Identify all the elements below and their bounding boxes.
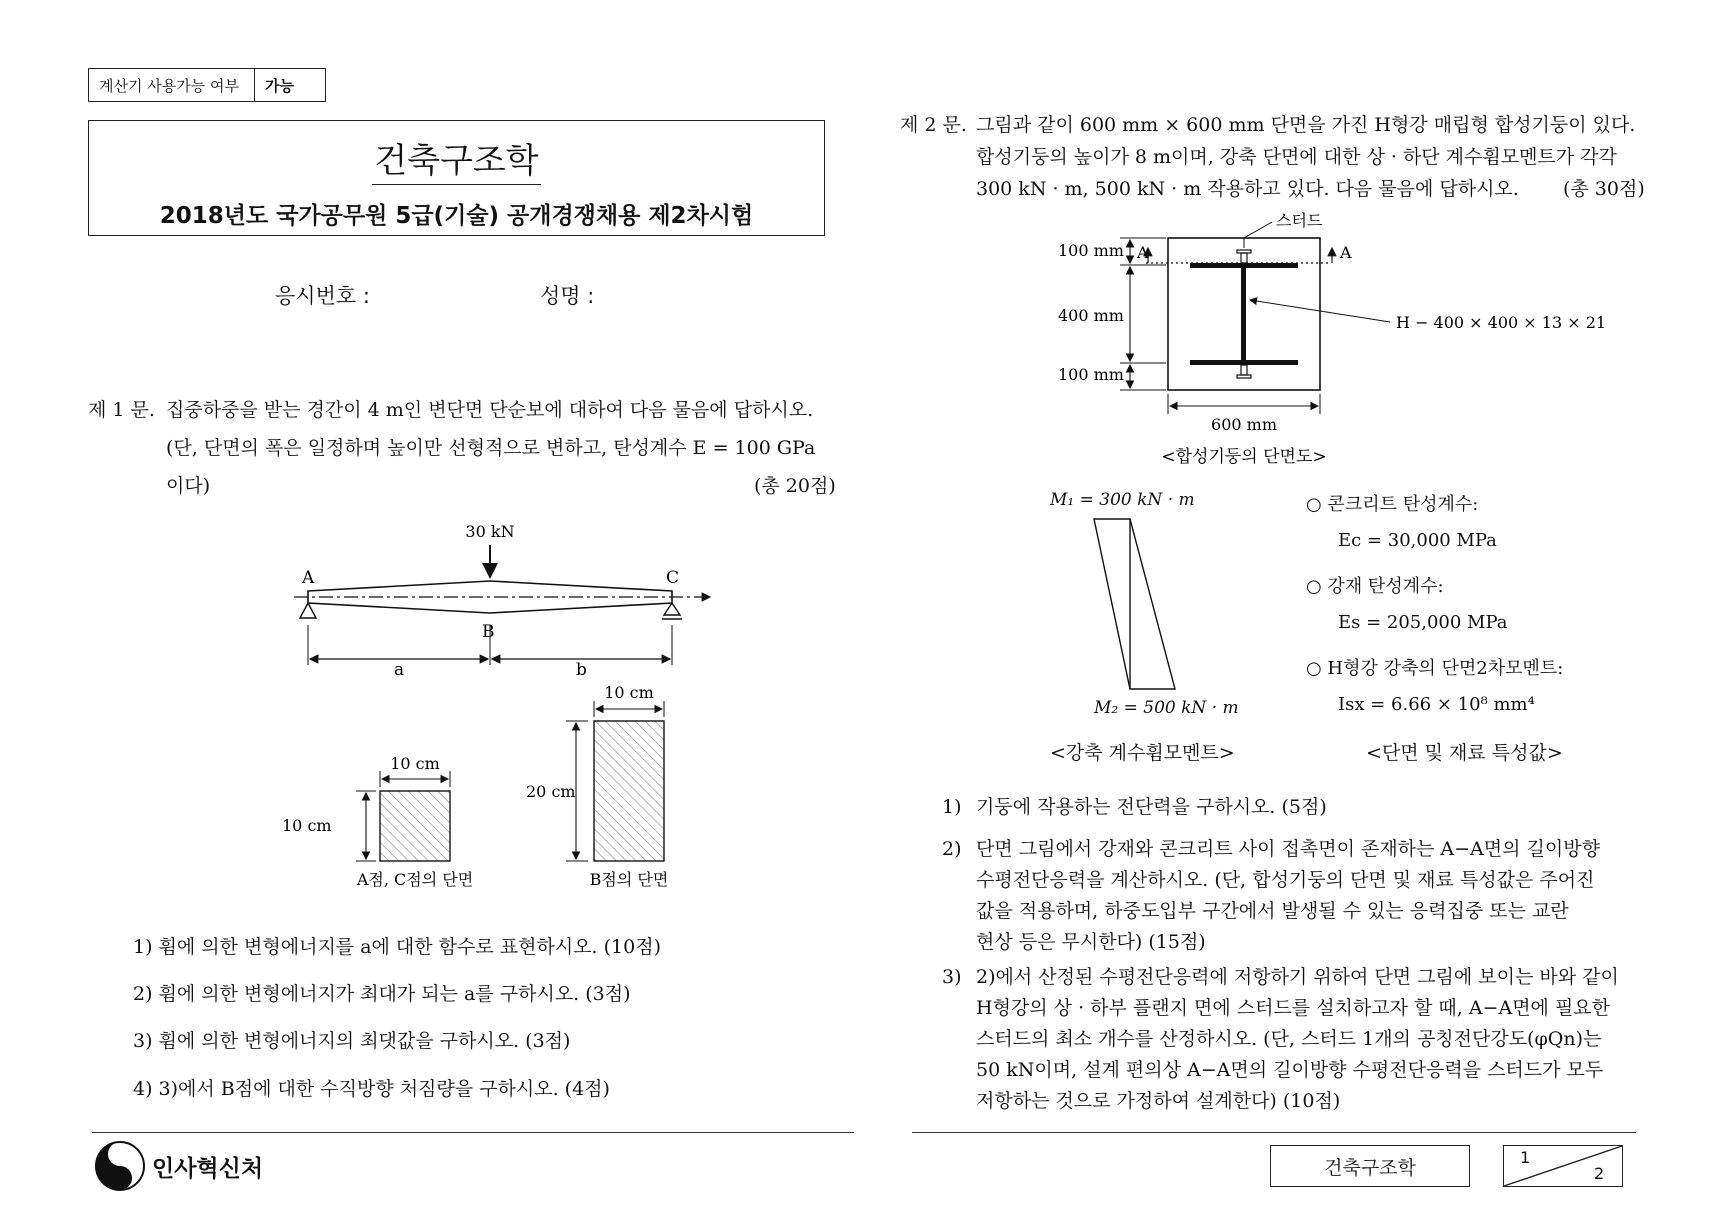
q2-prefix: 제 2 문. bbox=[900, 114, 967, 136]
props-caption: <단면 및 재료 특성값> bbox=[1366, 742, 1563, 764]
calculator-label: 계산기 사용가능 여부 bbox=[89, 69, 255, 101]
exam-number-label: 응시번호 : bbox=[275, 284, 370, 308]
page-total: 2 bbox=[1594, 1164, 1605, 1183]
pin-support-A bbox=[300, 603, 316, 618]
q2-line1: 그림과 같이 600 mm × 600 mm 단면을 가진 H형강 매립형 합성기둥이 있다. bbox=[976, 114, 1636, 136]
q2-item-3-line5: 저항하는 것으로 가정하여 설계한다) (10점) bbox=[976, 1090, 1341, 1112]
bottom-flange bbox=[1190, 360, 1298, 365]
dim-mid: 400 mm bbox=[1058, 306, 1124, 325]
section-caption: <합성기둥의 단면도> bbox=[1161, 447, 1327, 467]
moment-caption: <강축 계수휨모멘트> bbox=[1050, 742, 1235, 764]
q1-item-4: 4) 3)에서 B점에 대한 수직방향 처짐량을 구하시오. (4점) bbox=[133, 1078, 610, 1100]
q1-beam-figure bbox=[280, 515, 730, 905]
stud-top bbox=[1241, 253, 1247, 263]
prop-inertia-label: ○ H형강 강축의 단면2차모멘트: bbox=[1306, 658, 1564, 679]
prop-concrete-value: Ec = 30,000 MPa bbox=[1338, 530, 1497, 551]
q2-section-figure bbox=[1050, 208, 1607, 473]
section-AC-height: 10 cm bbox=[282, 816, 332, 835]
q2-item-1-num: 1) bbox=[942, 796, 962, 818]
web bbox=[1241, 268, 1246, 360]
q2-item-1-text: 기둥에 작용하는 전단력을 구하시오. (5점) bbox=[976, 796, 1327, 818]
stud-bottom bbox=[1241, 365, 1247, 375]
dim-top: 100 mm bbox=[1058, 241, 1124, 260]
dim-bottom: 100 mm bbox=[1058, 365, 1124, 384]
stud-label: 스터드 bbox=[1276, 211, 1323, 230]
h-section-label: H − 400 × 400 × 13 × 21 bbox=[1396, 313, 1607, 332]
q1-points: (총 20점) bbox=[754, 475, 836, 497]
q1-prefix: 제 1 문. bbox=[88, 399, 155, 421]
exam-title: 2018년도 국가공무원 5급(기술) 공개경쟁채용 제2차시험 bbox=[159, 203, 754, 229]
moment-diagram bbox=[1080, 515, 1200, 695]
q1-line1: 집중하중을 받는 경간이 4 m인 변단면 단순보에 대하여 다음 물음에 답하시오. bbox=[166, 399, 814, 421]
q1-line3: 이다) bbox=[166, 475, 211, 497]
moment-m1: M₁ = 300 kN · m bbox=[1050, 490, 1195, 510]
moment-m2: M₂ = 500 kN · m bbox=[1094, 698, 1239, 718]
dim-a-label: a bbox=[394, 660, 405, 680]
section-B-width: 10 cm bbox=[604, 683, 654, 702]
load-label: 30 kN bbox=[465, 522, 515, 541]
q2-item-3-line4: 50 kN이며, 설계 편의상 A−A면의 길이방향 수평전단응력을 스터드가 모두 bbox=[976, 1059, 1604, 1081]
footer-subject: 건축구조학 bbox=[1324, 1156, 1416, 1179]
calculator-value: 가능 bbox=[265, 76, 294, 95]
section-AC-width: 10 cm bbox=[390, 754, 440, 773]
subject-title: 건축구조학 bbox=[372, 133, 540, 185]
name-label: 성명 : bbox=[540, 284, 595, 308]
q2-points: (총 30점) bbox=[1563, 178, 1645, 200]
plane-A-right: A bbox=[1340, 243, 1352, 262]
page-number-box bbox=[1503, 1145, 1623, 1187]
section-B bbox=[594, 721, 664, 861]
q1-item-2: 2) 휨에 의한 변형에너지가 최대가 되는 a를 구하시오. (3점) bbox=[133, 983, 631, 1005]
point-A-label: A bbox=[302, 568, 315, 588]
q2-line3: 300 kN · m, 500 kN · m 작용하고 있다. 다음 물음에 답하시오. bbox=[976, 178, 1519, 200]
q2-line2: 합성기둥의 높이가 8 m이며, 강축 단면에 대한 상 · 하단 계수휨모멘트가 각각 bbox=[976, 146, 1617, 168]
title-box bbox=[88, 120, 825, 236]
q1-line2: (단, 단면의 폭은 일정하며 높이만 선형적으로 변하고, 탄성계수 E = 100 GPa bbox=[166, 437, 816, 459]
q2-item-3-num: 3) bbox=[942, 966, 962, 988]
footer-rule-left bbox=[92, 1132, 854, 1133]
dim-width: 600 mm bbox=[1211, 415, 1277, 434]
q2-item-3 bbox=[942, 962, 1619, 1117]
section-AC-caption: A점, C점의 단면 bbox=[356, 870, 474, 889]
q2-item-2-line4: 현상 등은 무시한다) (15점) bbox=[976, 931, 1206, 953]
footer-rule-right bbox=[912, 1132, 1636, 1133]
prop-steel-value: Es = 205,000 MPa bbox=[1338, 612, 1508, 633]
q2-item-2-line1: 단면 그림에서 강재와 콘크리트 사이 접촉면이 존재하는 A−A면의 길이방향 bbox=[976, 838, 1600, 860]
page-current: 1 bbox=[1520, 1148, 1531, 1167]
section-B-caption: B점의 단면 bbox=[589, 870, 669, 889]
plane-A-left: A bbox=[1137, 243, 1149, 262]
q2-item-3-line2: H형강의 상 · 하부 플랜지 면에 스터드를 설치하고자 할 때, A−A면에 필요한 bbox=[976, 997, 1611, 1019]
calculator-usage-box bbox=[88, 68, 326, 102]
section-AC bbox=[380, 791, 450, 861]
top-flange bbox=[1190, 263, 1298, 268]
q1-item-3: 3) 휨에 의한 변형에너지의 최댓값을 구하시오. (3점) bbox=[133, 1030, 571, 1052]
prop-concrete-label: ○ 콘크리트 탄성계수: bbox=[1306, 494, 1479, 515]
prop-inertia-value: Isx = 6.66 × 10⁸ mm⁴ bbox=[1338, 694, 1535, 715]
point-C-label: C bbox=[666, 568, 680, 588]
org-logo-icon bbox=[94, 1140, 146, 1192]
point-B-label: B bbox=[482, 622, 495, 642]
q2-item-2 bbox=[942, 834, 1600, 958]
prop-steel-label: ○ 강재 탄성계수: bbox=[1306, 576, 1444, 597]
roller-support-C bbox=[664, 603, 680, 615]
dim-b-label: b bbox=[576, 660, 587, 680]
q2-item-2-line2: 수평전단응력을 계산하시오. (단, 합성기둥의 단면 및 재료 특성값은 주어진 bbox=[976, 869, 1595, 891]
q2-item-3-line1: 2)에서 산정된 수평전단응력에 저항하기 위하여 단면 그림에 보이는 바와 같이 bbox=[976, 966, 1619, 988]
q2-item-2-line3: 값을 적용하며, 하중도입부 구간에서 발생될 수 있는 응력집중 또는 교란 bbox=[976, 900, 1569, 922]
org-name: 인사혁신처 bbox=[152, 1156, 264, 1182]
section-B-height: 20 cm bbox=[526, 782, 576, 801]
q2-item-2-num: 2) bbox=[942, 838, 962, 860]
footer-subject-box bbox=[1270, 1145, 1470, 1187]
q2-item-3-line3: 스터드의 최소 개수를 산정하시오. (단, 스터드 1개의 공칭전단강도(φQn)는 bbox=[976, 1028, 1602, 1050]
q1-item-1: 1) 휨에 의한 변형에너지를 a에 대한 함수로 표현하시오. (10점) bbox=[133, 936, 661, 958]
q2-item-1 bbox=[942, 792, 1327, 822]
